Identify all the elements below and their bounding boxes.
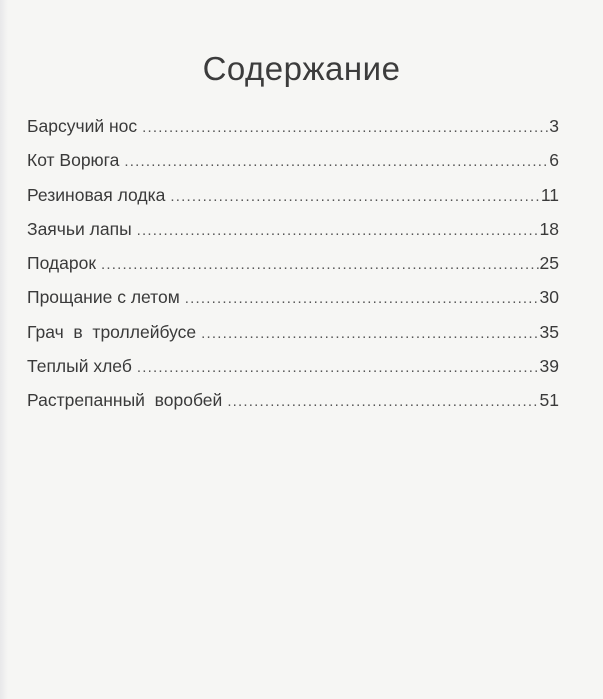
toc-entry[interactable] [27,116,559,150]
dot-leader [170,188,539,205]
toc-entry[interactable] [27,253,559,287]
dot-leader [137,222,539,239]
toc-entry-page: 6 [549,150,559,171]
toc-entry-page: 39 [539,356,559,377]
toc-entry-title: Кот Ворюга [27,150,120,171]
table-of-contents [27,116,559,425]
toc-entry-title: Теплый хлеб [27,356,132,377]
dot-leader [124,153,548,170]
dot-leader [142,119,548,136]
toc-entry[interactable] [27,322,559,356]
dot-leader [137,359,539,376]
toc-entry[interactable] [27,287,559,321]
toc-entry[interactable] [27,150,559,184]
toc-entry-page: 11 [540,184,559,205]
toc-entry[interactable] [27,356,559,390]
toc-entry-title: Прощание с летом [27,287,180,308]
dot-leader [201,325,538,342]
toc-entry-page: 30 [539,287,559,308]
toc-entry-title: Заячьи лапы [27,218,132,239]
toc-entry-page: 25 [539,253,559,274]
page-edge [0,0,8,699]
dot-leader [185,290,539,307]
toc-entry-title: Резиновая лодка [27,184,166,205]
dot-leader [227,393,538,410]
toc-entry[interactable] [27,185,559,219]
toc-entry-page: 18 [539,218,559,239]
toc-entry[interactable] [27,219,559,253]
toc-entry-title: Растрепанный воробей [27,390,223,411]
toc-entry[interactable] [27,390,559,424]
page-title: Содержание [202,50,401,87]
toc-entry-title: Барсучий нос [27,116,138,136]
toc-entry-title: Грач в троллейбусе [27,321,197,342]
toc-entry-page: 35 [539,321,559,342]
toc-entry-page: 3 [549,116,559,136]
toc-entry-title: Подарок [27,253,96,274]
dot-leader [101,256,539,273]
toc-entry-page: 51 [539,390,559,411]
